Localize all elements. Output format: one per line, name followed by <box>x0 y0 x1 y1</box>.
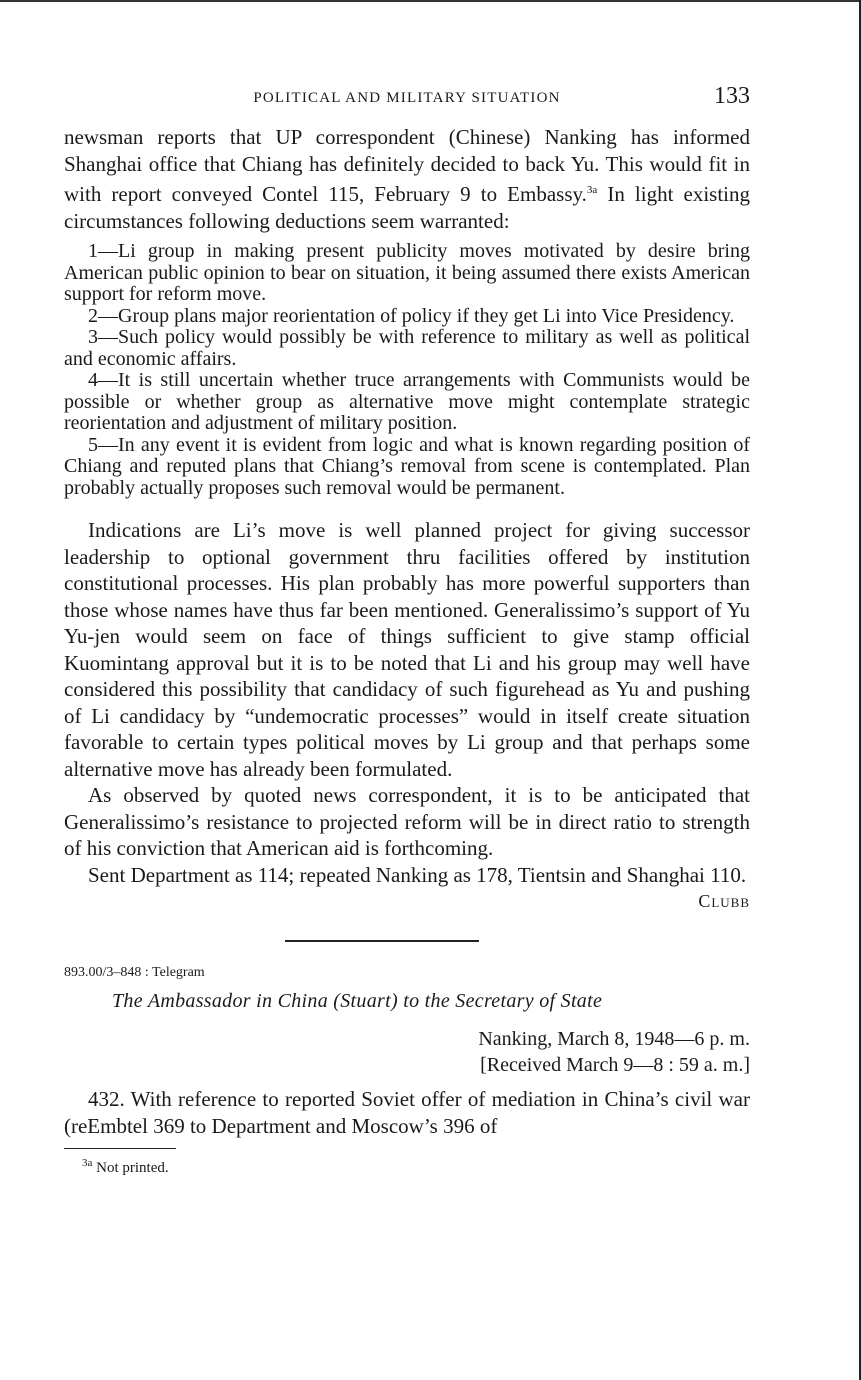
document-page <box>64 80 750 1177</box>
page-top-edge <box>0 0 861 2</box>
file-reference: 893.00/3–848 : Telegram <box>64 965 205 980</box>
body-paragraph: As observed by quoted news correspondent, it is to be anticipated that Generalissimo’s resistance to projected reform will be in direct ratio to strength of his conviction that American aid is forthcoming. <box>64 783 750 860</box>
page-header <box>64 80 750 124</box>
dateline-block <box>64 1026 750 1078</box>
dateline: Nanking, March 8, 1948—6 p. m. <box>478 1028 750 1050</box>
deduction-item: 5—In any event it is evident from logic and what is known regarding position of Chiang and reputed plans that Chiang’s removal from scene is contemplated. Plan probably actually proposes such removal would be permanent. <box>64 433 750 499</box>
intro-paragraph <box>64 124 750 234</box>
footnote-text: Not printed. <box>92 1160 169 1176</box>
deduction-item: 2—Group plans major reorientation of policy if they get Li into Vice Presidency. <box>88 304 735 327</box>
page-number: 133 <box>714 83 750 109</box>
document-title: The Ambassador in China (Stuart) to the Secretary of State <box>112 990 603 1012</box>
deductions-list <box>64 241 750 499</box>
body-paragraph: Indications are Li’s move is well planned project for giving successor leadership to optional government thru facilities offered by institution constitutional processes. His plan probably has more powerful supporters than those whose names have thus far been mentioned. Generalissimo’s support of Yu Yu-jen would seem on face of things sufficient to give stamp official Kuomintang approval but it is to be noted that Li and his group may well have considered this possibility that candidacy of such figurehead as Yu and pushing of Li candidacy by “undemocratic processes” would in itself create situation favorable to certain types political moves by Li group and that perhaps some alternative move has already been formulated. <box>64 518 750 781</box>
deduction-item: 4—It is still uncertain whether truce arrangements with Communists would be possible or whether group as alternative move might contemplate strategic reorientation and adjustment of military position. <box>64 369 750 434</box>
deduction-item: 3—Such policy would possibly be with reference to military as well as political and economic affairs. <box>64 326 750 370</box>
intro-tail: In light existing circumstances following deductions seem warranted: <box>64 182 750 233</box>
footnote-divider <box>64 1148 176 1149</box>
section-divider <box>285 940 479 942</box>
signature: Clubb <box>698 891 750 911</box>
deduction-item: 1—Li group in making present publicity moves motivated by desire bring American public opinion to bear on situation, it being assumed there exists American support for reform move. <box>64 240 750 305</box>
intro-text: newsman reports that UP correspondent (Chinese) Nanking has informed Shanghai office that Chiang has definitely decided to back Yu. This would fit in with report conveyed Contel 115, February 9 to Embassy. <box>64 125 750 206</box>
received-line: [Received March 9—8 : 59 a. m.] <box>480 1054 750 1076</box>
footnote-reference: 3a <box>586 184 598 196</box>
running-head: POLITICAL AND MILITARY SITUATION <box>253 90 561 106</box>
footnote-marker: 3a <box>82 1157 93 1169</box>
telegram-opening: 432. With reference to reported Soviet offer of mediation in China’s civil war (reEmbtel 369 to Department and Moscow’s 396 of <box>64 1087 750 1138</box>
footnote <box>64 1157 750 1177</box>
body-paragraph: Sent Department as 114; repeated Nanking as 178, Tientsin and Shanghai 110. <box>88 862 747 887</box>
